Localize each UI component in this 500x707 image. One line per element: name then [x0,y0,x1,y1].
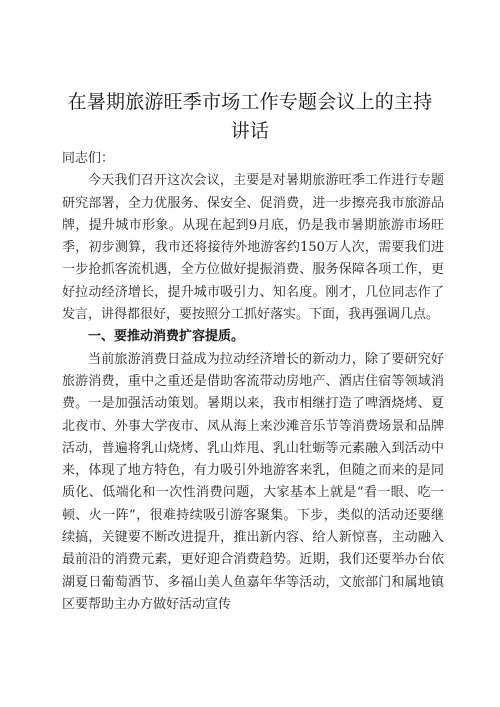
greeting: 同志们： [62,151,115,166]
document-body [62,148,444,616]
document-title: 在暑期旅游旺季市场工作专题会议上的主持讲话 [67,91,433,142]
section-heading: 一、要推动消费扩容提质。 [88,329,245,345]
intro-paragraph: 今天我们召开这次会议，主要是对暑期旅游旺季工作进行专题研究部署，全力优服务、保安全、促消费，进一步擦亮我市旅游品牌，提升城市形象。从现在起到9月底，仍是我市暑期旅游市场旺季，初步测算，我市还将接待外地游客约150万人次，需要我们进一步抢抓客流机遇，全方位做好提振消费、服务保障各项工作，更好拉动经济增长，提升城市吸引力、知名度。刚才，几位同志作了发言，讲得都很好，要按照分工抓好落实。下面，我再强调几点。 [62,173,444,323]
section-paragraph: 当前旅游消费日益成为拉动经济增长的新动力，除了要研究好旅游消费，重中之重还是借助客流带动房地产、酒店住宿等领域消费。一是加强活动策划。暑期以来，我市相继打造了啤酒烧烤、夏北夜市、外事大学夜市、凤从海上来沙滩音乐节等消费场景和品牌活动，普遍将乳山烧烤、乳山炸甩、乳山牡蛎等元素融入到活动中来，体现了地方特色，有力吸引外地游客来乳，但随之而来的是同质化、低端化和一次性消费问题，大家基本上就是“看一眼、吃一顿、火一阵”，很难持续吸引游客聚集。下步，类似的活动还要继续搞，关键要不断改进提升，推出新内容、给人新惊喜，主动融入最前沿的消费元素，更好迎合消费趋势。近期，我们还要举办台依湖夏日葡萄酒节、多福山美人鱼嘉年华等活动，文旅部门和属地镇区要帮助主办方做好活动宣传 [62,351,444,612]
